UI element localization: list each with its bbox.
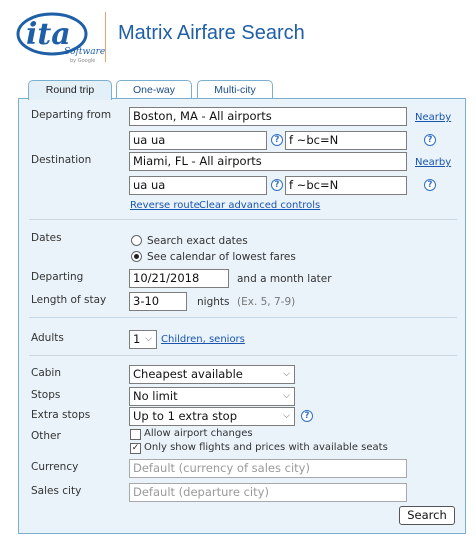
calendar-lowest-fares-radio[interactable] bbox=[131, 251, 142, 262]
departing-date-input[interactable]: 10/21/2018 bbox=[129, 269, 229, 288]
chevron-down-icon: ⌵ bbox=[283, 391, 290, 401]
stay-example-hint: (Ex. 5, 7-9) bbox=[237, 296, 296, 308]
chevron-down-icon: ⌵ bbox=[283, 369, 290, 379]
extra-stops-label: Extra stops bbox=[31, 409, 91, 421]
adults-select-value: 1 bbox=[133, 332, 141, 346]
page-title: Matrix Airfare Search bbox=[118, 22, 305, 44]
departing-extension-help-icon[interactable]: ? bbox=[424, 134, 436, 146]
section-divider bbox=[29, 317, 457, 318]
departing-from-label: Departing from bbox=[31, 109, 112, 121]
search-exact-dates-radio[interactable] bbox=[131, 235, 142, 246]
cabin-label: Cabin bbox=[31, 367, 62, 379]
extra-stops-help-icon[interactable]: ? bbox=[301, 410, 313, 422]
only-available-seats-checkbox[interactable]: ✓ bbox=[131, 443, 140, 453]
tab-multi-city[interactable]: Multi-city bbox=[197, 80, 273, 99]
destination-input[interactable]: Miami, FL - All airports bbox=[129, 152, 407, 171]
stops-label: Stops bbox=[31, 389, 61, 401]
tab-one-way[interactable]: One-way bbox=[116, 80, 192, 99]
cabin-select-value: Cheapest available bbox=[133, 367, 243, 381]
ita-software-logo bbox=[14, 8, 106, 64]
tab-round-trip[interactable]: Round trip bbox=[28, 80, 112, 100]
destination-extension-input[interactable]: f ~bc=N bbox=[285, 176, 407, 195]
destination-label: Destination bbox=[31, 154, 92, 166]
logo-sub: Software bbox=[64, 47, 106, 57]
only-available-seats-label: Only show flights and prices with available seats bbox=[144, 442, 388, 453]
stops-select[interactable] bbox=[129, 387, 295, 406]
cabin-select[interactable] bbox=[129, 365, 295, 384]
allow-airport-changes-checkbox[interactable] bbox=[130, 429, 141, 440]
adults-label: Adults bbox=[31, 332, 64, 344]
length-of-stay-label: Length of stay bbox=[31, 294, 107, 306]
destination-routing-help-icon[interactable]: ? bbox=[271, 179, 283, 191]
search-form-panel bbox=[18, 98, 466, 534]
departing-date-note: and a month later bbox=[237, 273, 332, 285]
departing-date-label: Departing bbox=[31, 271, 84, 283]
search-exact-dates-label: Search exact dates bbox=[147, 235, 248, 247]
departing-extension-input[interactable]: f ~bc=N bbox=[285, 131, 407, 150]
destination-nearby-link[interactable]: Nearby bbox=[415, 157, 452, 168]
adults-select[interactable] bbox=[129, 330, 157, 349]
departing-routing-input[interactable]: ua ua bbox=[129, 131, 267, 150]
header-divider bbox=[105, 12, 106, 62]
section-divider bbox=[29, 355, 457, 356]
departing-nearby-link[interactable]: Nearby bbox=[415, 112, 452, 123]
extra-stops-select-value: Up to 1 extra stop bbox=[133, 409, 237, 423]
dates-label: Dates bbox=[31, 232, 62, 244]
allow-airport-changes-label: Allow airport changes bbox=[144, 428, 253, 439]
length-of-stay-input[interactable]: 3-10 bbox=[129, 292, 187, 311]
currency-input[interactable]: Default (currency of sales city) bbox=[129, 459, 407, 478]
sales-city-input[interactable]: Default (departure city) bbox=[129, 483, 407, 502]
section-divider bbox=[29, 219, 457, 220]
other-label: Other bbox=[31, 430, 61, 442]
nights-label: nights bbox=[197, 296, 230, 308]
extra-stops-select[interactable] bbox=[129, 407, 295, 426]
chevron-down-icon: ⌵ bbox=[145, 334, 152, 344]
logo-word: ita bbox=[26, 17, 71, 52]
logo-by: by Google bbox=[70, 58, 96, 64]
sales-city-label: Sales city bbox=[31, 485, 82, 497]
stops-select-value: No limit bbox=[133, 389, 178, 403]
destination-routing-input[interactable]: ua ua bbox=[129, 176, 267, 195]
currency-label: Currency bbox=[31, 461, 79, 473]
departing-routing-help-icon[interactable]: ? bbox=[271, 134, 283, 146]
search-button[interactable]: Search bbox=[399, 506, 455, 525]
calendar-lowest-fares-label: See calendar of lowest fares bbox=[147, 251, 296, 263]
clear-advanced-controls-link[interactable]: Clear advanced controls bbox=[199, 200, 321, 211]
departing-from-input[interactable]: Boston, MA - All airports bbox=[129, 107, 407, 126]
destination-extension-help-icon[interactable]: ? bbox=[424, 179, 436, 191]
chevron-down-icon: ⌵ bbox=[283, 411, 290, 421]
children-seniors-link[interactable]: Children, seniors bbox=[161, 334, 245, 345]
reverse-route-link[interactable]: Reverse route bbox=[130, 200, 200, 211]
